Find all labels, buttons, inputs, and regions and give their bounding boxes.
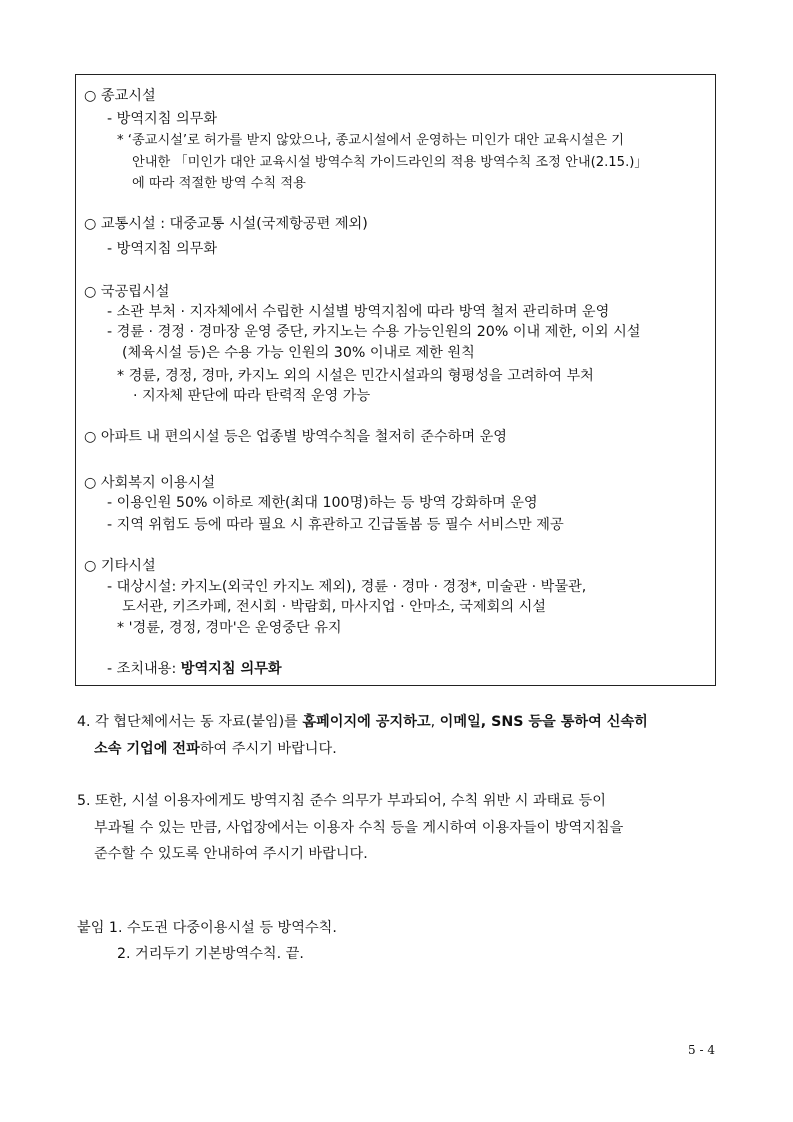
other-item-1: - 대상시설: 카지노(외국인 카지노 제외), 경륜 · 경마 · 경정*, 미술관 · 박물관, [107,579,587,595]
public-note-2: · 지자체 판단에 따라 탄력적 운영 가능 [133,388,371,404]
welfare-item-2: - 지역 위험도 등에 따라 필요 시 휴관하고 긴급돌봄 등 필수 서비스만 제공 [107,517,564,533]
paragraph-5-line-2: 부과될 수 있는 만큼, 사업장에서는 이용자 수칙 등을 게시하여 이용자들이 방역지침을 [94,820,624,836]
public-note-1: * 경륜, 경정, 경마, 카지노 외의 시설은 민간시설과의 형평성을 고려하여 부처 [117,368,594,384]
measure-label: - 조치내용: [107,661,181,677]
p4-text-b: 홈페이지에 공지하고 [302,714,431,730]
page-number: 5 - 4 [688,1043,715,1057]
attachment-1: 붙임 1. 수도권 다중이용시설 등 방역수칙. [77,920,337,936]
section-heading-welfare: ○ 사회복지 이용시설 [84,475,216,491]
transport-item-1: - 방역지침 의무화 [107,241,218,257]
section-heading-transport: ○ 교통시설 : 대중교통 시설(국제항공편 제외) [84,216,368,232]
section-heading-other: ○ 기타시설 [84,558,156,574]
other-item-1-cont: 도서관, 키즈카페, 전시회 · 박람회, 마사지업 · 안마소, 국제회의 시설 [122,599,546,615]
section-heading-apartment: ○ 아파트 내 편의시설 등은 업종별 방역수칙을 철저히 준수하며 운영 [84,429,508,445]
welfare-item-1: - 이용인원 50% 이하로 제한(최대 100명)하는 등 방역 강화하며 운영 [107,495,538,511]
attachment-2: 2. 거리두기 기본방역수칙. 끝. [117,946,304,962]
paragraph-5-line-3: 준수할 수 있도록 안내하여 주시기 바랍니다. [94,846,368,862]
public-item-2: - 경륜 · 경정 · 경마장 운영 중단, 카지노는 수용 가능인원의 20% 이내 제한, 이외 시설 [107,324,641,340]
p4-text-a: 4. 각 협단체에서는 동 자료(붙임)를 [77,714,303,730]
paragraph-4-line-2 [94,739,337,759]
religion-note-2: 안내한 「미인가 대안 교육시설 방역수칙 가이드라인의 적용 방역수칙 조정 안내(2.15.)」 [132,155,648,170]
public-item-1: - 소관 부처 · 지자체에서 수립한 시설별 방역지침에 따라 방역 철저 관리하며 운영 [107,304,610,320]
p4-text-e: 소속 기업에 전파 [94,741,200,757]
p4-text-f: 하여 주시기 바랍니다. [199,741,337,757]
religion-item-1: - 방역지침 의무화 [107,111,218,127]
religion-note-1: * ‘종교시설’로 허가를 받지 않았으나, 종교시설에서 운영하는 미인가 대안 교육시설은 기 [117,133,624,148]
paragraph-5-line-1: 5. 또한, 시설 이용자에게도 방역지침 준수 의무가 부과되어, 수칙 위반 시 과태료 등이 [77,793,606,809]
section-heading-religion: ○ 종교시설 [84,88,156,104]
p4-text-c: , [430,714,440,730]
other-item-2 [107,659,282,679]
measure-value: 방역지침 의무화 [180,661,282,677]
paragraph-4-line-1 [77,712,648,732]
other-note-1: * '경륜, 경정, 경마'은 운영중단 유지 [117,620,342,636]
section-heading-public: ○ 국공립시설 [84,284,170,300]
religion-note-3: 에 따라 적절한 방역 수칙 적용 [132,176,306,191]
public-item-2-cont: (체육시설 등)은 수용 가능 인원의 30% 이내로 제한 원칙 [122,345,475,361]
p4-text-d: 이메일, SNS 등을 통하여 신속히 [439,714,648,730]
